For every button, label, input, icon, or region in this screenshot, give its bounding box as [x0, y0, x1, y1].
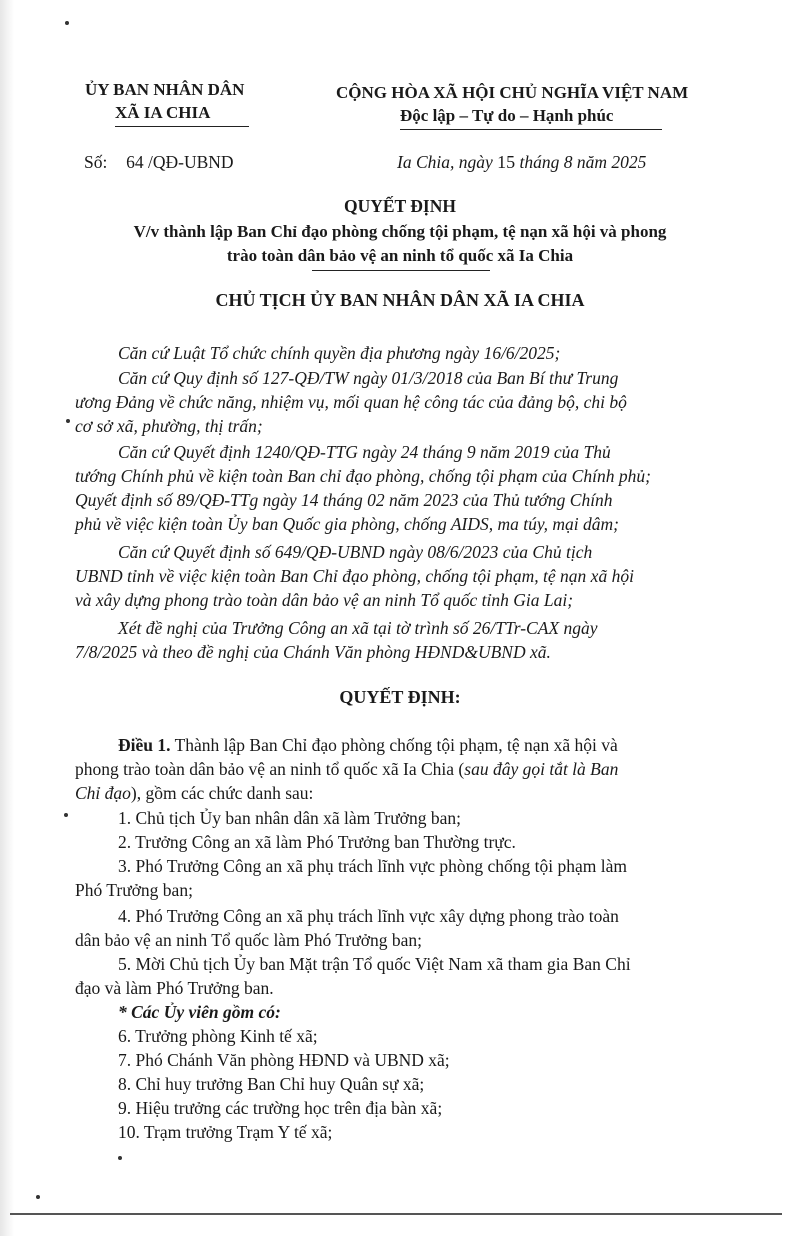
motto-underline [400, 129, 662, 130]
basis-5-line2: 7/8/2025 và theo đề nghị của Chánh Văn phòng HĐND&UBND xã. [75, 642, 551, 662]
basis-1: Căn cứ Luật Tổ chức chính quyền địa phương ngày 16/6/2025; [118, 343, 561, 363]
country-name: CỘNG HÒA XÃ HỘI CHỦ NGHĨA VIỆT NAM [336, 83, 689, 102]
article1-line3-italic: Chỉ đạo [75, 783, 131, 803]
basis-2-line3: cơ sở xã, phường, thị trấn; [75, 416, 263, 436]
basis-3-line1: Căn cứ Quyết định 1240/QĐ-TTG ngày 24 tháng 9 năm 2019 của Thủ [118, 442, 611, 462]
subject-underline [312, 270, 490, 271]
scan-speck [66, 419, 70, 423]
basis-5-line1: Xét đề nghị của Trưởng Công an xã tại tờ trình số 26/TTr-CAX ngày [118, 618, 598, 638]
basis-3-line2: tướng Chính phủ về kiện toàn Ban chỉ đạo phòng, chống tội phạm của Chính phủ; [75, 466, 651, 486]
list-item-4-line2: dân bảo vệ an ninh Tổ quốc làm Phó Trưởng ban; [75, 930, 423, 950]
article1-line3 [75, 781, 313, 805]
basis-4-line1: Căn cứ Quyết định số 649/QĐ-UBND ngày 08/6/2023 của Chủ tịch [118, 542, 593, 562]
list-item-2: 2. Trưởng Công an xã làm Phó Trưởng ban Thường trực. [118, 832, 516, 852]
article1-line1 [118, 733, 618, 757]
org-underline [115, 126, 249, 127]
article1-intro: Thành lập Ban Chỉ đạo phòng chống tội phạm, tệ nạn xã hội và [174, 735, 618, 755]
number-suffix: /QĐ-UBND [147, 152, 234, 172]
list-item-6: 6. Trưởng phòng Kinh tế xã; [118, 1026, 318, 1046]
page-bottom-edge [10, 1213, 782, 1215]
basis-2-line2: ương Đảng về chức năng, nhiệm vụ, mối quan hệ công tác của đảng bộ, chi bộ [75, 392, 627, 412]
list-item-9: 9. Hiệu trưởng các trường học trên địa bàn xã; [118, 1098, 443, 1118]
list-item-8: 8. Chỉ huy trưởng Ban Chỉ huy Quân sự xã; [118, 1074, 425, 1094]
document-number [84, 152, 234, 173]
article1-label: Điều 1. [118, 735, 171, 755]
scan-edge-shadow [0, 0, 14, 1236]
scan-speck [36, 1195, 40, 1199]
issuing-authority: CHỦ TỊCH ỦY BAN NHÂN DÂN XÃ IA CHIA [215, 290, 585, 310]
list-item-10: 10. Trạm trưởng Trạm Y tế xã; [118, 1122, 333, 1142]
list-item-5-line2: đạo và làm Phó Trưởng ban. [75, 978, 274, 998]
basis-4-line2: UBND tỉnh về việc kiện toàn Ban Chỉ đạo phòng, chống tội phạm, tệ nạn xã hội [75, 566, 634, 586]
org-name-line1: ỦY BAN NHÂN DÂN [85, 80, 245, 99]
list-item-3-line2: Phó Trưởng ban; [75, 880, 193, 900]
date-day: 15 [497, 152, 516, 172]
scan-speck [64, 813, 68, 817]
article1-line2-text: phong trào toàn dân bảo vệ an ninh tổ quốc xã Ia Chia ( [75, 759, 465, 779]
scan-speck [65, 21, 69, 25]
number-label: Số: [84, 152, 108, 172]
list-item-1: 1. Chủ tịch Ủy ban nhân dân xã làm Trưởng ban; [118, 808, 461, 828]
document-date [397, 152, 646, 173]
motto: Độc lập – Tự do – Hạnh phúc [400, 106, 614, 125]
subject-line2: trào toàn dân bảo vệ an ninh tổ quốc xã Ia Chia [226, 246, 574, 265]
list-item-7: 7. Phó Chánh Văn phòng HĐND và UBND xã; [118, 1050, 450, 1070]
article1-line3-text: ), gồm các chức danh sau: [130, 783, 314, 803]
basis-2-line1: Căn cứ Quy định số 127-QĐ/TW ngày 01/3/2018 của Ban Bí thư Trung [118, 368, 619, 388]
date-prefix: Ia Chia, ngày [397, 152, 493, 172]
org-name-line2: XÃ IA CHIA [115, 103, 211, 122]
list-item-5-line1: 5. Mời Chủ tịch Ủy ban Mặt trận Tổ quốc Việt Nam xã tham gia Ban Chỉ [118, 954, 631, 974]
decision-heading: QUYẾT ĐỊNH: [339, 687, 461, 707]
subject-line1: V/v thành lập Ban Chỉ đạo phòng chống tội phạm, tệ nạn xã hội và phong [133, 222, 667, 241]
article1-line2 [75, 757, 618, 781]
document-heading: QUYẾT ĐỊNH [344, 196, 456, 216]
list-item-4-line1: 4. Phó Trưởng Công an xã phụ trách lĩnh vực xây dựng phong trào toàn [118, 906, 619, 926]
basis-3-line3: Quyết định số 89/QĐ-TTg ngày 14 tháng 02 năm 2023 của Thủ tướng Chính [75, 490, 613, 510]
number-value: 64 [126, 152, 144, 172]
members-heading: * Các Ủy viên gồm có: [118, 1002, 281, 1022]
basis-3-line4: phủ về việc kiện toàn Ủy ban Quốc gia phòng, chống AIDS, ma túy, mại dâm; [75, 514, 620, 534]
article1-line2-italic: sau đây gọi tắt là Ban [464, 759, 619, 779]
date-suffix: tháng 8 năm 2025 [519, 152, 647, 172]
scan-speck [118, 1156, 122, 1160]
list-item-3-line1: 3. Phó Trưởng Công an xã phụ trách lĩnh vực phòng chống tội phạm làm [118, 856, 627, 876]
basis-4-line3: và xây dựng phong trào toàn dân bảo vệ an ninh Tổ quốc tỉnh Gia Lai; [75, 590, 574, 610]
